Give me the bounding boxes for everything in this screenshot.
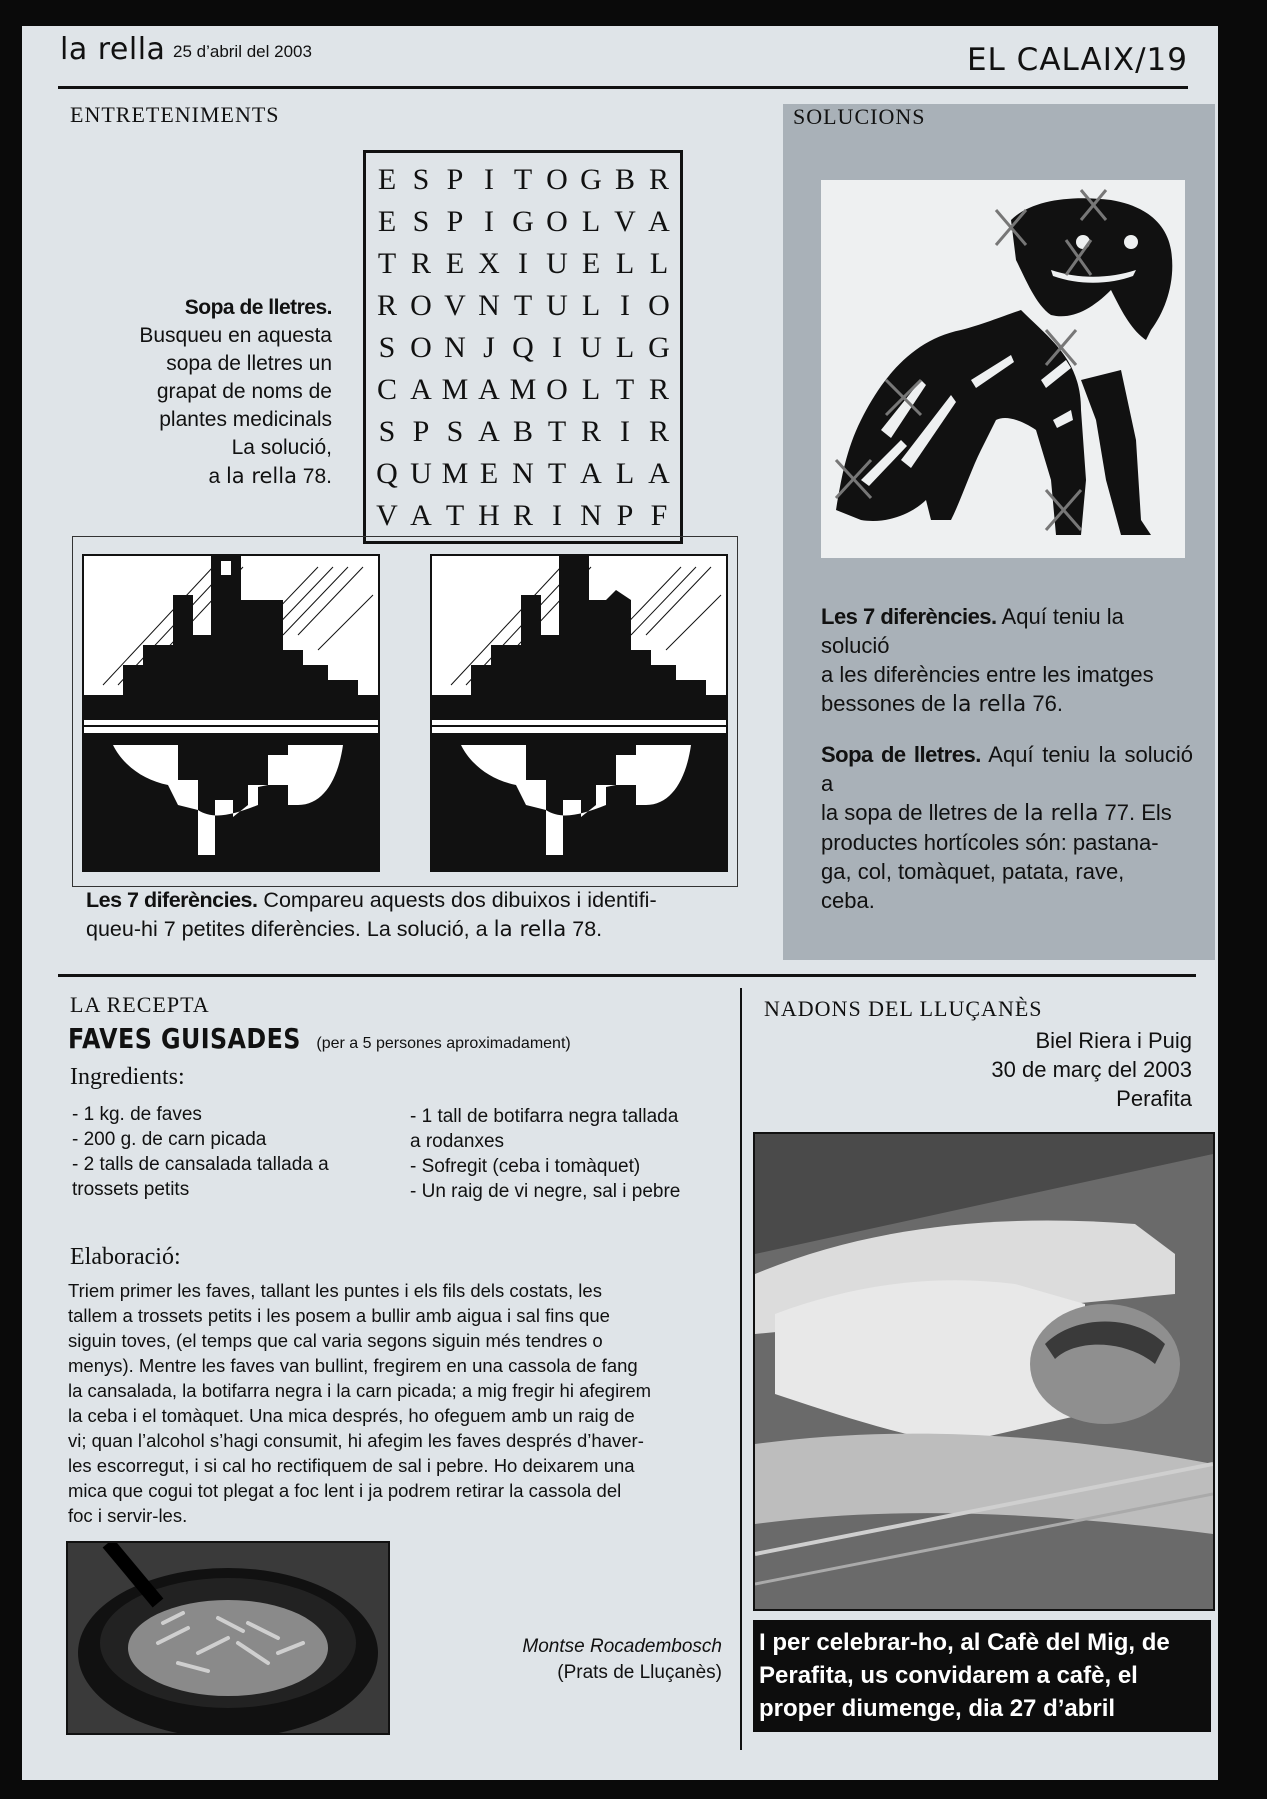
grid-cell: S xyxy=(412,205,430,238)
dog-illustration xyxy=(821,180,1185,558)
sol-sopa-line: ga, col, tomàquet, patata, rave, xyxy=(821,859,1125,884)
sol-dif-suffix: 76. xyxy=(1026,691,1063,716)
grid-cell: M xyxy=(441,457,469,490)
grid-cell: I xyxy=(552,499,562,532)
sol-sopa-l1 xyxy=(821,740,1193,798)
sol-sopa-l2-brand: la rella xyxy=(1024,801,1099,826)
sopa-line: grapat de noms de xyxy=(156,380,332,403)
sopa-ref xyxy=(82,462,332,491)
elaboracio-line: la cansalada, la botifarra negra i la carn picada; a mig fregir hi afegirem xyxy=(68,1380,652,1401)
solucions-title: SOLUCIONS xyxy=(793,104,926,129)
grid-cell: R xyxy=(410,247,431,280)
grid-cell: T xyxy=(547,457,567,490)
elaboracio-line: les escorregut, i si cal ho rectifiquem de sal i pebre. Ho deixarem una xyxy=(68,1455,635,1476)
grid-cell: V xyxy=(444,289,466,322)
nadons-title: NADONS DEL LLUÇANÈS xyxy=(764,996,1043,1021)
grid-cell: E xyxy=(377,205,397,238)
grid-cell: R xyxy=(512,499,533,532)
elaboracio-line: Triem primer les faves, tallant les puntes i els fils dels costats, les xyxy=(68,1280,602,1301)
grid-row xyxy=(370,243,676,285)
grid-cell: S xyxy=(378,415,396,448)
baby-name: Biel Riera i Puig xyxy=(1035,1028,1192,1053)
grid-cell: R xyxy=(648,415,669,448)
sopa-line: La solució, xyxy=(231,436,332,459)
sol-sopa-l2 xyxy=(821,798,1193,828)
elaboracio-text xyxy=(68,1278,728,1528)
section-divider xyxy=(58,974,1196,977)
ingredient-item: - Un raig de vi negre, sal i pebre xyxy=(410,1181,681,1202)
grid-cell: C xyxy=(376,373,397,406)
grid-cell: U xyxy=(546,247,568,280)
dif-line2-suffix: 78. xyxy=(566,917,603,941)
sol-dif-l3 xyxy=(821,689,1193,719)
sol-dif-l1 xyxy=(821,602,1193,660)
grid-cell: U xyxy=(410,457,432,490)
author-place: (Prats de Lluçanès) xyxy=(557,1662,722,1683)
ingredients-left xyxy=(72,1102,382,1202)
caption-line: proper diumenge, dia 27 d’abril xyxy=(759,1695,1116,1722)
newspaper-page xyxy=(22,26,1218,1780)
sol-dif-l3-text: bessones de xyxy=(821,691,952,716)
city-image-right xyxy=(431,555,727,871)
grid-cell: I xyxy=(620,415,630,448)
grid-cell: N xyxy=(478,289,500,322)
grid-cell: I xyxy=(484,205,494,238)
grid-cell: E xyxy=(445,247,465,280)
grid-cell: X xyxy=(478,247,500,280)
ingredient-item: - 1 kg. de faves xyxy=(72,1104,202,1125)
ingredient-item: - 200 g. de carn picada xyxy=(72,1129,267,1150)
grid-cell: E xyxy=(377,163,397,196)
grid-cell: A xyxy=(478,373,500,406)
caption-line: Perafita, us convidarem a cafè, el xyxy=(759,1662,1138,1689)
solucions-panel xyxy=(783,104,1215,960)
baby-photo-image xyxy=(755,1134,1213,1609)
grid-cell: E xyxy=(581,247,601,280)
elaboracio-line: foc i servir-les. xyxy=(68,1505,188,1526)
ingredient-item: - Sofregit (ceba i tomàquet) xyxy=(410,1156,641,1177)
dif-line2 xyxy=(86,915,746,944)
sol-sopa-title: Sopa de lletres. xyxy=(821,742,981,767)
sopa-line: sopa de lletres un xyxy=(166,352,332,375)
dish-heading xyxy=(68,1022,571,1055)
grid-cell: S xyxy=(378,331,396,364)
grid-cell: L xyxy=(615,457,635,490)
differences-text xyxy=(86,886,746,944)
grid-cell: L xyxy=(649,247,669,280)
sol-sopa-line: ceba. xyxy=(821,888,875,913)
author-name: Montse Rocadembosch xyxy=(522,1636,722,1657)
grid-cell: L xyxy=(581,205,601,238)
grid-cell: N xyxy=(580,499,602,532)
ingredients-right xyxy=(410,1104,730,1204)
ingredients-label: Ingredients: xyxy=(70,1064,185,1090)
grid-row xyxy=(370,411,676,453)
grid-cell: L xyxy=(581,373,601,406)
sopa-line: Busqueu en aquesta xyxy=(139,324,332,347)
differences-box xyxy=(72,536,738,887)
nadons-caption xyxy=(753,1620,1211,1732)
grid-cell: I xyxy=(518,247,528,280)
grid-cell: R xyxy=(648,373,669,406)
word-search-table xyxy=(370,159,676,537)
sol-dif-l2: a les diferències entre les imatges xyxy=(821,662,1154,687)
sol-dif-text xyxy=(821,602,1193,719)
grid-cell: R xyxy=(376,289,397,322)
elaboracio-label: Elaboració: xyxy=(70,1244,181,1270)
dif-line1-text: Compareu aquests dos dibuixos i identifi- xyxy=(257,888,657,912)
baby-photo xyxy=(753,1132,1215,1611)
sol-sopa-text xyxy=(821,740,1193,915)
dog-solution-image xyxy=(821,180,1185,558)
baby-date: 30 de març del 2003 xyxy=(991,1057,1192,1082)
grid-cell: O xyxy=(410,289,432,322)
sol-sopa-lines xyxy=(821,828,1193,915)
grid-cell: I xyxy=(484,163,494,196)
grid-cell: O xyxy=(648,289,670,322)
grid-cell: A xyxy=(648,205,670,238)
grid-row xyxy=(370,201,676,243)
grid-cell: J xyxy=(483,331,495,364)
sol-sopa-line: productes hortícoles són: pastana- xyxy=(821,830,1159,855)
sol-dif-title: Les 7 diferències. xyxy=(821,604,997,629)
grid-cell: O xyxy=(546,205,568,238)
entreteniments-title: ENTRETENIMENTS xyxy=(70,102,280,127)
grid-cell: P xyxy=(446,163,464,196)
ingredient-item: - 2 talls de cansalada tallada a xyxy=(72,1154,329,1175)
sopa-intro xyxy=(82,294,332,491)
dish-photo xyxy=(66,1541,390,1735)
dish-photo-image xyxy=(68,1543,388,1733)
grid-cell: O xyxy=(410,331,432,364)
sopa-lines xyxy=(82,322,332,462)
dif-line1 xyxy=(86,886,746,915)
dif-title: Les 7 diferències. xyxy=(86,888,258,912)
grid-cell: Q xyxy=(376,457,398,490)
recepta-title: LA RECEPTA xyxy=(70,992,210,1017)
grid-cell: L xyxy=(581,289,601,322)
dif-line2-prefix: queu-hi 7 petites diferències. La solució, a xyxy=(86,917,494,941)
grid-cell: A xyxy=(410,499,432,532)
sopa-title: Sopa de lletres. xyxy=(184,296,332,319)
grid-cell: A xyxy=(410,373,432,406)
grid-cell: V xyxy=(614,205,636,238)
column-divider xyxy=(740,988,742,1750)
ingredient-item: a rodanxes xyxy=(410,1131,505,1152)
grid-cell: O xyxy=(546,163,568,196)
elaboracio-line: vi; quan l’alcohol s’hagi consumit, hi afegim les faves després d’haver- xyxy=(68,1430,644,1451)
grid-row xyxy=(370,285,676,327)
sol-sopa-l1-text: Aquí teniu la solució a xyxy=(821,742,1193,796)
grid-cell: I xyxy=(620,289,630,322)
grid-cell: S xyxy=(446,415,464,448)
nadons-info xyxy=(991,1026,1192,1113)
sopa-ref-suffix: 78. xyxy=(296,465,332,488)
grid-cell: T xyxy=(615,373,635,406)
sol-sopa-l2-prefix: la sopa de lletres de xyxy=(821,800,1025,825)
dish-note: (per a 5 persones aproximadament) xyxy=(316,1035,571,1052)
grid-cell: I xyxy=(552,331,562,364)
grid-cell: U xyxy=(580,331,602,364)
grid-cell: O xyxy=(546,373,568,406)
grid-row xyxy=(370,369,676,411)
grid-cell: H xyxy=(478,499,500,532)
grid-row xyxy=(370,453,676,495)
grid-cell: N xyxy=(444,331,466,364)
sopa-ref-prefix: a xyxy=(208,465,226,488)
grid-cell: U xyxy=(546,289,568,322)
grid-cell: A xyxy=(580,457,602,490)
grid-cell: P xyxy=(616,499,634,532)
grid-cell: L xyxy=(615,331,635,364)
grid-cell: P xyxy=(446,205,464,238)
grid-cell: E xyxy=(479,457,499,490)
dif-line2-brand: la rella xyxy=(493,917,567,942)
header-rule xyxy=(58,86,1188,89)
grid-cell: A xyxy=(478,415,500,448)
grid-cell: N xyxy=(512,457,534,490)
word-search-grid xyxy=(363,150,683,544)
grid-cell: T xyxy=(513,163,533,196)
grid-row xyxy=(370,495,676,537)
grid-cell: T xyxy=(547,415,567,448)
grid-cell: B xyxy=(614,163,635,196)
ingredient-item: trossets petits xyxy=(72,1179,190,1200)
grid-cell: P xyxy=(412,415,430,448)
differences-images xyxy=(73,537,737,886)
author-block xyxy=(442,1634,722,1686)
grid-cell: L xyxy=(615,247,635,280)
grid-cell: F xyxy=(650,499,668,532)
sol-sopa-l2-suffix: 77. Els xyxy=(1098,800,1172,825)
grid-cell: G xyxy=(512,205,534,238)
header-brand: la rella xyxy=(60,32,166,67)
section-title: EL CALAIX/19 xyxy=(966,42,1188,78)
grid-cell: T xyxy=(377,247,397,280)
ingredient-item: - 1 tall de botifarra negra tallada xyxy=(410,1106,679,1127)
city-image-left xyxy=(83,555,379,871)
grid-row xyxy=(370,327,676,369)
grid-cell: B xyxy=(512,415,533,448)
grid-cell: G xyxy=(648,331,670,364)
caption-line: I per celebrar-ho, al Cafè del Mig, de xyxy=(759,1629,1170,1656)
caption-lines xyxy=(759,1626,1205,1725)
baby-place: Perafita xyxy=(1116,1086,1192,1111)
elaboracio-line: menys). Mentre les faves van bullint, fregirem en una cassola de fang xyxy=(68,1355,638,1376)
elaboracio-line: la ceba i el tomàquet. Una mica després, ho ofeguem amb un raig de xyxy=(68,1405,635,1426)
header-date: 25 d’abril del 2003 xyxy=(173,42,312,61)
sol-dif-brand: la rella xyxy=(951,692,1027,717)
elaboracio-line: tallem a trossets petits i les posem a bullir amb aigua i sal fins que xyxy=(68,1305,610,1326)
grid-cell: S xyxy=(412,163,430,196)
sopa-line: plantes medicinals xyxy=(159,408,332,431)
grid-row xyxy=(370,159,676,201)
grid-cell: A xyxy=(648,457,670,490)
elaboracio-line: mica que cogui tot plegat a foc lent i ja podrem retirar la cassola del xyxy=(68,1480,622,1501)
grid-cell: M xyxy=(509,373,537,406)
grid-cell: M xyxy=(441,373,469,406)
grid-cell: V xyxy=(376,499,398,532)
grid-cell: R xyxy=(580,415,601,448)
grid-cell: T xyxy=(513,289,533,322)
grid-cell: T xyxy=(445,499,465,532)
grid-cell: Q xyxy=(512,331,534,364)
sol-dif-l1-text: Aquí teniu la solució xyxy=(821,604,1124,658)
grid-cell: G xyxy=(580,163,602,196)
grid-cell: R xyxy=(648,163,669,196)
sopa-ref-brand: la rella xyxy=(225,464,297,488)
elaboracio-line: siguin toves, (el temps que cal varia segons siguin més tendres o xyxy=(68,1330,603,1351)
dish-title: FAVES GUISADES xyxy=(68,1022,301,1055)
